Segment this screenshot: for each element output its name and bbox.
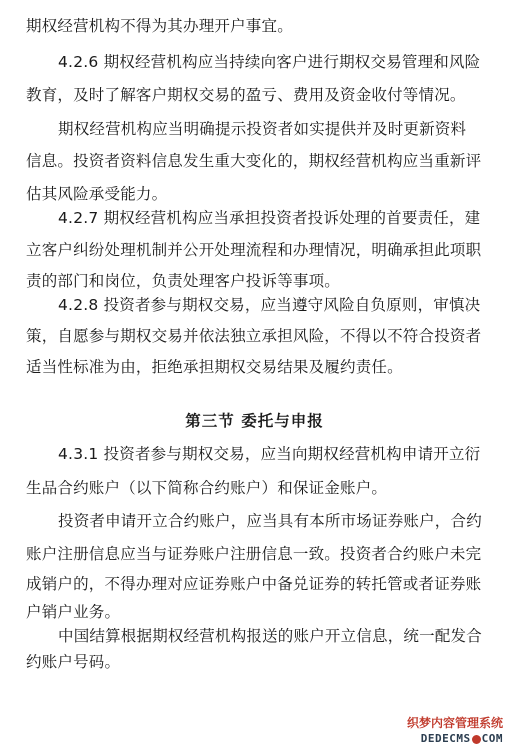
text-line: 责的部门和岗位，负责处理客户投诉等事项。: [26, 272, 341, 290]
watermark-url: [421, 732, 503, 745]
watermark-title: 织梦内容管理系统: [406, 716, 503, 730]
watermark-url-left: DEDECMS: [420, 732, 471, 745]
text-line: 成销户的，不得办理对应证券账户中备兑证券的转托管或者证券账: [26, 575, 482, 593]
text-line: 4.2.8 投资者参与期权交易，应当遵守风险自负原则，审慎决: [58, 296, 481, 314]
watermark-logo: [383, 714, 503, 750]
text-line: 期权经营机构应当明确提示投资者如实提供并及时更新资料: [58, 120, 467, 138]
watermark-url-right: COM: [481, 732, 503, 745]
text-line: 生品合约账户（以下简称合约账户）和保证金账户。: [26, 479, 388, 497]
text-line: 4.3.1 投资者参与期权交易，应当向期权经营机构申请开立衍: [58, 445, 481, 463]
text-line: 策，自愿参与期权交易并依法独立承担风险，不得以不符合投资者: [26, 327, 482, 345]
text-line: 信息。投资者资料信息发生重大变化的，期权经营机构应当重新评: [26, 152, 482, 170]
text-line: 估其风险承受能力。: [26, 185, 168, 203]
text-line: 期权经营机构不得为其办理开户事宜。: [26, 17, 293, 35]
text-line: 中国结算根据期权经营机构报送的账户开立信息，统一配发合: [58, 627, 482, 645]
text-line: 4.2.7 期权经营机构应当承担投资者投诉处理的首要责任，建: [58, 209, 481, 227]
text-line: 4.2.6 期权经营机构应当持续向客户进行期权交易管理和风险: [58, 53, 481, 71]
text-line: 教育，及时了解客户期权交易的盈亏、费用及资金收付等情况。: [26, 86, 466, 104]
text-line: 立客户纠纷处理机制并公开处理流程和办理情况，明确承担此项职: [26, 241, 482, 259]
text-line: 户销户业务。: [26, 603, 121, 621]
dot-icon: [472, 735, 481, 744]
section-heading: 第三节 委托与申报: [185, 412, 324, 430]
text-line: 适当性标准为由，拒绝承担期权交易结果及履约责任。: [26, 358, 403, 376]
text-line: 账户注册信息应当与证券账户注册信息一致。投资者合约账户未完: [26, 545, 482, 563]
text-line: 投资者申请开立合约账户，应当具有本所市场证券账户，合约: [58, 512, 482, 530]
text-line: 约账户号码。: [26, 653, 121, 671]
